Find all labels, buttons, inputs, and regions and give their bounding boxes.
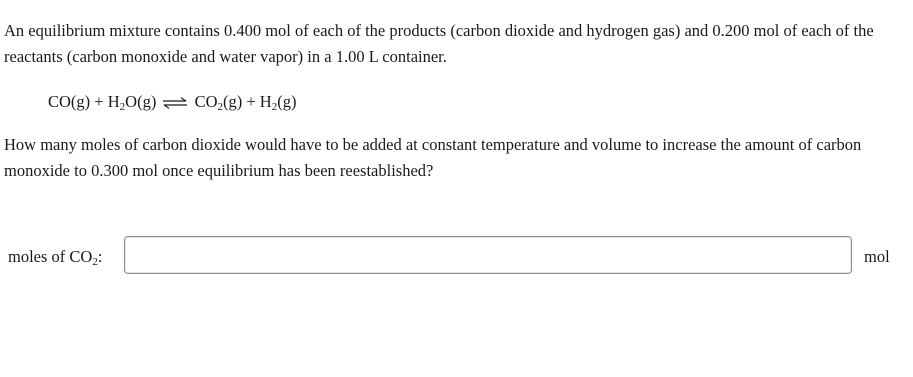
plus-sign: +: [90, 92, 108, 111]
problem-intro: An equilibrium mixture contains 0.400 mol of each of the products (carbon dioxide and hydrogen gas) and 0.200 mol of each of the reactants (carbon monoxide and water vapor) in a 1.00 L container.: [4, 21, 874, 66]
problem-question: How many moles of carbon dioxide would have to be added at constant temperature and volume to increase the amount of carbon monoxide to 0.300 mol once equilibrium has been reestablished?: [4, 135, 862, 180]
product-h2: $H_2(g)$: [259, 92, 297, 113]
equilibrium-arrow-icon: [162, 97, 188, 109]
plus-sign: +: [242, 92, 260, 111]
chemical-equation: [48, 89, 296, 115]
reactant-h2o: $H_2O(g)$: [107, 92, 157, 113]
reactant-co: CO(g): [48, 92, 91, 111]
answer-label: moles of $CO_2$:: [8, 247, 103, 268]
product-co2: $CO_2(g)$: [194, 92, 243, 113]
moles-co2-input[interactable]: [124, 236, 852, 274]
unit-label: mol: [864, 247, 890, 266]
